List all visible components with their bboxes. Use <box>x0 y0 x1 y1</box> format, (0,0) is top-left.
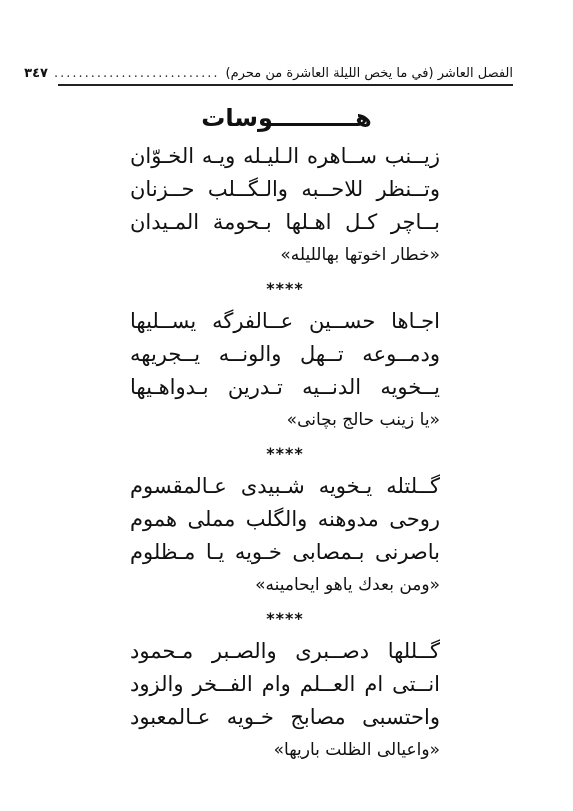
stanza-separator: **** <box>266 279 304 298</box>
stanza-separator: **** <box>266 609 304 628</box>
running-title: الفصل العاشر (في ما يخص الليلة العاشرة من محرم) <box>225 66 513 81</box>
verse-line: باصرنى بـمصابى خـويه يـا مـظلوم <box>130 540 440 564</box>
verse-line: يــخويه الدنــيه تـدرين بـدواهـيها <box>130 375 440 399</box>
verse-line: زيــنب ســاهره الـليـله ويـه الخـوّان <box>130 144 440 168</box>
stanza <box>130 305 440 470</box>
poem-body <box>130 140 440 767</box>
verse-line: بــاچر كـل اهـلها بـحومة المـيدان <box>130 210 440 234</box>
leader-dots: ........................... <box>53 66 220 81</box>
verse-line: واحتسبى مصابج خـويه عـالمعبود <box>130 705 440 729</box>
verse-line: وتــنظر للاحــبه والـگــلب حــزنان <box>130 177 440 201</box>
stanza <box>130 140 440 305</box>
stanza <box>130 635 440 767</box>
verse-refrain: «واعيالى الظلت باريها» <box>273 740 440 760</box>
verse-refrain: «ومن بعدك ياهو ايحامينه» <box>255 575 440 595</box>
verse-line: انــتى ام العــلم وام الفــخر والزود <box>130 672 440 696</box>
verse-line: اجـاها حســين عــالفرگه يســليها <box>130 309 440 333</box>
poem-title: هــــــــــوسات <box>201 104 372 132</box>
verse-line: گــلتله يـخويه شـبيدى عـالمقسوم <box>130 474 440 498</box>
stanza-separator: **** <box>266 444 304 463</box>
page-number: ٣٤٧ <box>24 66 48 81</box>
running-header <box>24 62 513 86</box>
verse-line: روحى مدوهنه والگلب مملى هموم <box>130 507 440 531</box>
verse-refrain: «يا زينب حالج بچانى» <box>286 410 440 430</box>
title-container <box>0 104 573 132</box>
verse-line: گــللها دصــبرى والصـبر مـحمود <box>130 639 440 663</box>
verse-line: ودمــوعه تــهل والونــه يــجريهه <box>130 342 440 366</box>
stanza <box>130 470 440 635</box>
verse-refrain: «خطار اخوتها بهالليله» <box>280 245 440 265</box>
